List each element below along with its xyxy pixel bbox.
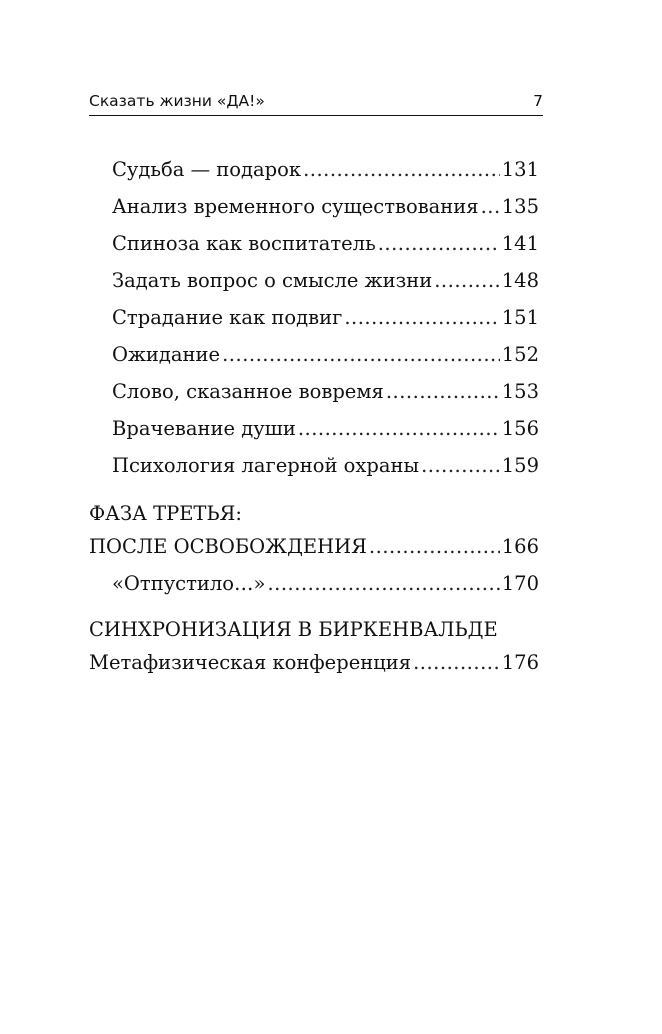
toc-entry-label: Слово, сказанное вовремя	[112, 380, 384, 403]
toc-entry-page: 131	[501, 158, 539, 181]
toc-entry[interactable]	[89, 155, 539, 192]
dot-leader	[344, 303, 499, 333]
dot-leader	[421, 451, 500, 481]
toc-entry[interactable]	[89, 340, 539, 377]
toc-entry-label: Задать вопрос о смысле жизни	[112, 269, 433, 292]
page-number: 7	[533, 92, 543, 110]
toc-entry-label: «Отпустило…»	[112, 572, 266, 595]
toc-section-entry[interactable]	[89, 532, 539, 569]
toc-entry[interactable]	[89, 303, 539, 340]
section-heading-sync: СИНХРОНИЗАЦИЯ В БИРКЕНВАЛЬДЕ	[89, 618, 498, 641]
toc-entry-page: 156	[501, 417, 539, 440]
toc-entry-label: Страдание как подвиг	[112, 306, 343, 329]
toc-entry-page: 166	[501, 535, 539, 558]
toc-entry-label: Врачевание души	[112, 417, 296, 440]
running-title: Сказать жизни «ДА!»	[89, 92, 265, 110]
running-header	[89, 92, 543, 116]
toc-entry-page: 159	[501, 454, 539, 477]
toc-entry[interactable]	[89, 192, 539, 229]
toc-entry-page: 152	[501, 343, 539, 366]
dot-leader	[298, 414, 500, 444]
toc-entry-label: Метафизическая конференция	[89, 651, 412, 674]
toc-entry[interactable]	[89, 414, 539, 451]
section-heading-phase-three: ФАЗА ТРЕТЬЯ:	[89, 502, 242, 525]
toc-entry-label: Судьба — подарок	[112, 158, 302, 181]
toc-entry-label: ПОСЛЕ ОСВОБОЖДЕНИЯ	[89, 535, 367, 558]
toc-section-entry[interactable]	[89, 648, 539, 685]
toc-entry-label: Анализ временного существования	[112, 195, 479, 218]
section-gap	[89, 488, 539, 499]
toc-entry-page: 176	[501, 651, 539, 674]
dot-leader	[267, 569, 499, 599]
toc-entry[interactable]	[89, 266, 539, 303]
toc-entry[interactable]	[89, 451, 539, 488]
toc-entry[interactable]	[89, 569, 539, 606]
toc-entry-page: 151	[501, 306, 539, 329]
toc-entry-label: Ожидание	[112, 343, 221, 366]
toc-entry-label: Спиноза как воспитатель	[112, 232, 376, 255]
toc-entry[interactable]	[89, 377, 539, 414]
dot-leader	[369, 532, 500, 562]
dot-leader	[413, 648, 500, 678]
dot-leader	[386, 377, 500, 407]
table-of-contents	[89, 155, 539, 685]
toc-entry-page: 141	[501, 232, 539, 255]
toc-entry-page: 153	[501, 380, 539, 403]
dot-leader	[434, 266, 500, 296]
toc-entry-label: Психология лагерной охраны	[112, 454, 420, 477]
dot-leader	[378, 229, 500, 259]
toc-entry-page: 135	[501, 195, 539, 218]
dot-leader	[222, 340, 500, 370]
section-gap	[89, 606, 539, 615]
toc-entry-page: 170	[501, 572, 539, 595]
dot-leader	[481, 192, 500, 222]
dot-leader	[303, 155, 500, 185]
toc-entry[interactable]	[89, 229, 539, 266]
toc-entry-page: 148	[501, 269, 539, 292]
